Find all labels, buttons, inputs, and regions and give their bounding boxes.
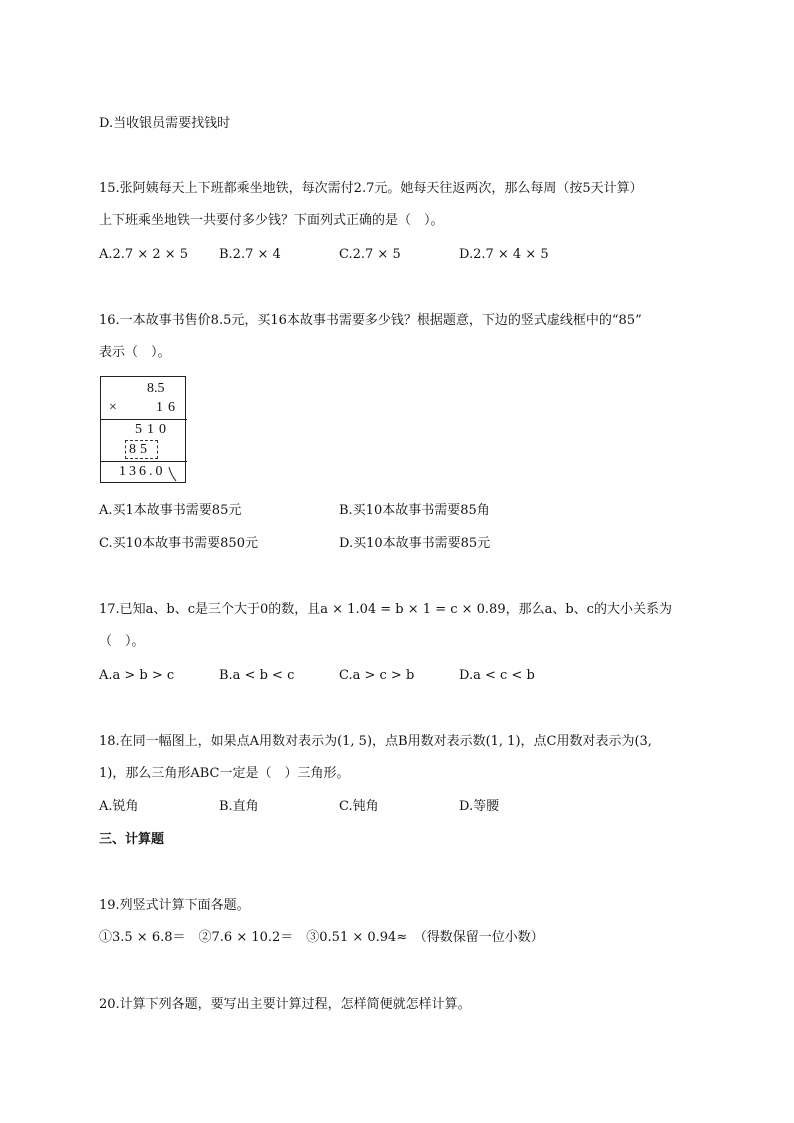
q15-option-d: D.2.7 × 4 × 5 [459,247,549,262]
q15-option-b: B.2.7 × 4 [219,247,281,262]
q16-text-line2: 表示（ ）。 [99,345,171,360]
section-heading: 三、计算题 [99,832,165,847]
q15-option-c: C.2.7 × 5 [339,247,401,262]
q15-text-line1: 15.张阿姨每天上下班都乘坐地铁，每次需付2.7元。她每天往返两次，那么每周（按5天计算） [99,181,643,196]
pen-stroke-mark [167,465,179,483]
multiplicand: 8.5 [147,381,165,396]
q17-option-c: C.a > c > b [339,668,415,683]
q20-text-line1: 20.计算下列各题，要写出主要计算过程，怎样简便就怎样计算。 [99,997,471,1012]
q19-text-line2: ①3.5 × 6.8＝ ②7.6 × 10.2＝ ③0.51 × 0.94≈ （得数保留一位小数） [99,930,544,945]
q17-option-b: B.a < b < c [219,668,295,683]
q19-text-line1: 19.列竖式计算下面各题。 [99,898,250,913]
multiply-sign: × [109,400,117,415]
q16-option-b: B.买10本故事书需要85角 [339,503,490,518]
q18-option-d: D.等腰 [459,799,500,814]
q16-text-line1: 16.一本故事书售价8.5元，买16本故事书需要多少钱？根据题意，下边的竖式虚线框中的“85” [99,313,642,328]
vertical-multiplication-box [100,376,186,483]
q14-option-d: D.当收银员需要找钱时 [99,116,231,131]
q17-text-line2: （ ）。 [99,634,145,649]
q15-option-a: A.2.7 × 2 × 5 [99,247,189,262]
partial-product-1: 510 [135,422,171,437]
multiplier: 16 [156,400,180,415]
q17-text-line1: 17.已知a、b、c是三个大于0的数，且a × 1.04 = b × 1 = c × 0.89，那么a、b、c的大小关系为 [99,602,672,617]
q16-option-c: C.买10本故事书需要850元 [99,536,258,551]
q18-option-c: C.钝角 [339,799,379,814]
q16-option-a: A.买1本故事书需要85元 [99,503,242,518]
q18-option-a: A.锐角 [99,799,139,814]
q18-text-line2: 1)，那么三角形ABC一定是（ ）三角形。 [99,766,350,781]
product-result: 136.0 [119,464,166,479]
q17-option-a: A.a > b > c [99,668,175,683]
q17-option-d: D.a < c < b [459,668,535,683]
q16-option-d: D.买10本故事书需要85元 [339,536,491,551]
partial-product-2: 85 [129,442,151,457]
q18-option-b: B.直角 [219,799,259,814]
q15-text-line2: 上下班乘坐地铁一共要付多少钱？下面列式正确的是（ ）。 [99,213,444,228]
q18-text-line1: 18.在同一幅图上，如果点A用数对表示为(1, 5)，点B用数对表示数(1, 1)，点C用数对表示为(3, [99,734,652,749]
